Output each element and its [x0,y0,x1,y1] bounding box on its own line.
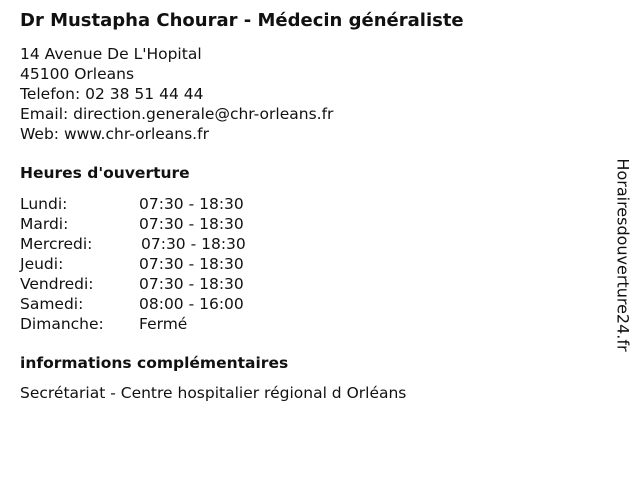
hours-row-wednesday [20,234,246,254]
time-range: 07:30 - 18:30 [141,235,246,253]
time-range: 07:30 - 18:30 [139,195,244,213]
hours-row-tuesday [20,214,246,234]
hours-row-monday [20,194,246,214]
additional-info-heading: informations complémentaires [20,354,289,372]
address-city: 45100 Orleans [20,65,135,83]
day-label: Vendredi: [20,275,94,293]
address-street: 14 Avenue De L'Hopital [20,45,202,63]
contact-block [20,44,333,144]
phone-number: Telefon: 02 38 51 44 44 [20,85,204,103]
email-address: Email: direction.generale@chr-orleans.fr [20,105,334,123]
time-range: 08:00 - 16:00 [139,295,244,313]
time-range: 07:30 - 18:30 [139,255,244,273]
day-label: Samedi: [20,295,84,313]
hours-row-thursday [20,254,246,274]
hours-row-saturday [20,294,246,314]
time-range: 07:30 - 18:30 [139,275,244,293]
day-label: Mercredi: [20,235,93,253]
opening-hours-list [20,194,246,334]
time-range: Fermé [139,315,188,333]
site-watermark: Horairesdouverture24.fr [613,158,633,352]
time-range: 07:30 - 18:30 [139,215,244,233]
additional-info-text: Secrétariat - Centre hospitalier régional d Orléans [20,384,407,402]
hours-row-friday [20,274,246,294]
opening-hours-heading: Heures d'ouverture [20,164,190,182]
day-label: Mardi: [20,215,69,233]
day-label: Lundi: [20,195,68,213]
day-label: Dimanche: [20,315,104,333]
website: Web: www.chr-orleans.fr [20,125,209,143]
page-title: Dr Mustapha Chourar - Médecin généraliste [20,10,464,31]
hours-row-sunday [20,314,246,334]
day-label: Jeudi: [20,255,64,273]
